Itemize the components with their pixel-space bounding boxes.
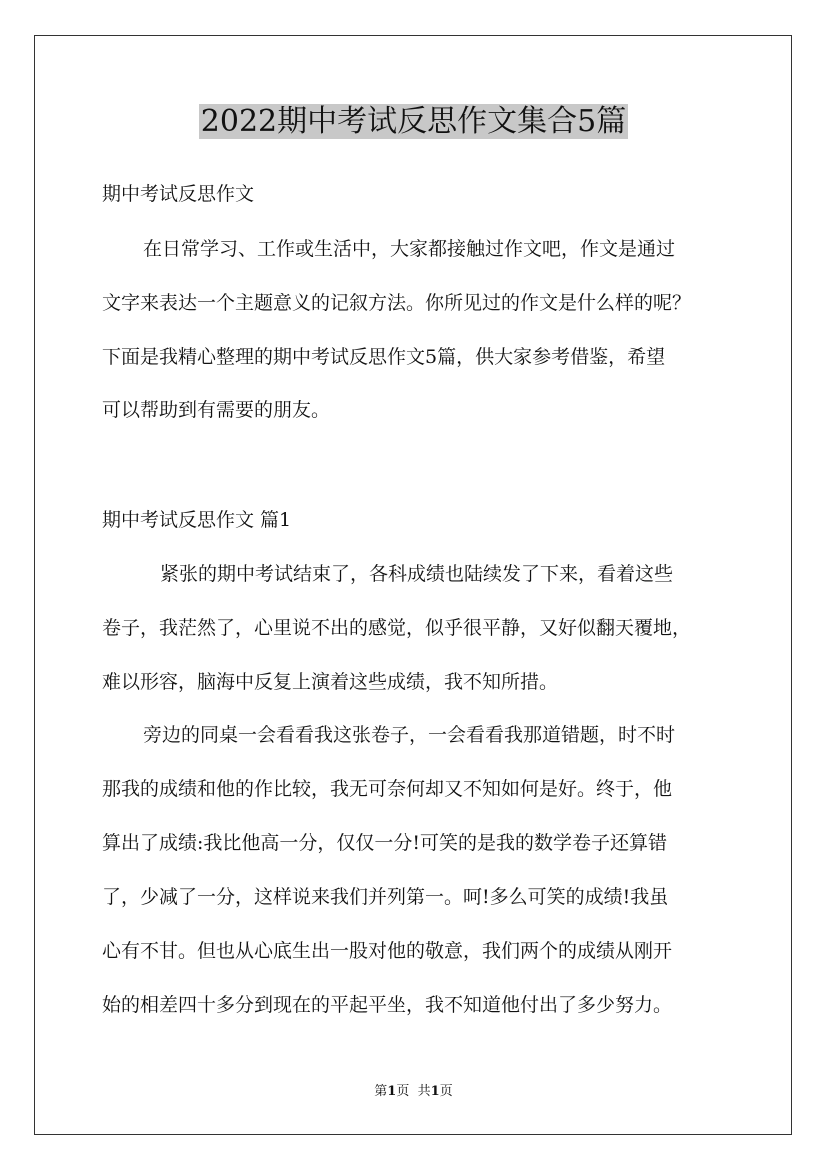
paragraph1-line-3: 难以形容，脑海中反复上演着这些成绩，我不知所措。 — [102, 671, 559, 693]
footer-page-number: 1 — [387, 1084, 397, 1099]
paragraph1-line-1: 紧张的期中考试结束了，各科成绩也陆续发了下来，看着这些 — [160, 563, 674, 585]
paragraph2-line-1: 旁边的同桌一会看看我这张卷子，一会看看我那道错题，时不时 — [143, 724, 676, 746]
intro-line-1: 在日常学习、工作或生活中，大家都接触过作文吧，作文是通过 — [143, 238, 676, 260]
page-footer — [0, 1083, 827, 1101]
footer-page-prefix: 第 — [374, 1084, 388, 1099]
paragraph1-line-2: 卷子，我茫然了，心里说不出的感觉，似乎很平静，又好似翻天覆地， — [102, 617, 692, 639]
document-title-text: 2022期中考试反思作文集合5篇 — [200, 104, 627, 139]
footer-total-number: 1 — [430, 1084, 440, 1099]
intro-line-3: 下面是我精心整理的期中考试反思作文5篇，供大家参考借鉴，希望 — [102, 346, 666, 368]
paragraph2-line-4: 了，少减了一分，这样说来我们并列第一。呵!多么可笑的成绩!我虽 — [102, 886, 669, 908]
document-title — [0, 100, 827, 144]
footer-total-prefix: 共 — [417, 1084, 431, 1099]
paragraph2-line-3: 算出了成绩:我比他高一分，仅仅一分!可笑的是我的数学卷子还算错 — [102, 832, 668, 854]
footer-total-suffix: 页 — [439, 1084, 453, 1099]
intro-line-2: 文字来表达一个主题意义的记叙方法。你所见过的作文是什么样的呢？ — [102, 292, 692, 314]
paragraph2-line-5: 心有不甘。但也从心底生出一股对他的敬意，我们两个的成绩从刚开 — [102, 940, 673, 962]
paragraph2-line-2: 那我的成绩和他的作比较，我无可奈何却又不知如何是好。终于，他 — [102, 778, 673, 800]
article-heading: 期中考试反思作文 篇1 — [102, 509, 292, 531]
paragraph2-line-6: 始的相差四十多分到现在的平起平坐，我不知道他付出了多少努力。 — [102, 994, 673, 1016]
intro-line-4: 可以帮助到有需要的朋友。 — [102, 399, 331, 421]
footer-page-suffix: 页 — [396, 1084, 410, 1099]
section-heading: 期中考试反思作文 — [102, 183, 255, 205]
